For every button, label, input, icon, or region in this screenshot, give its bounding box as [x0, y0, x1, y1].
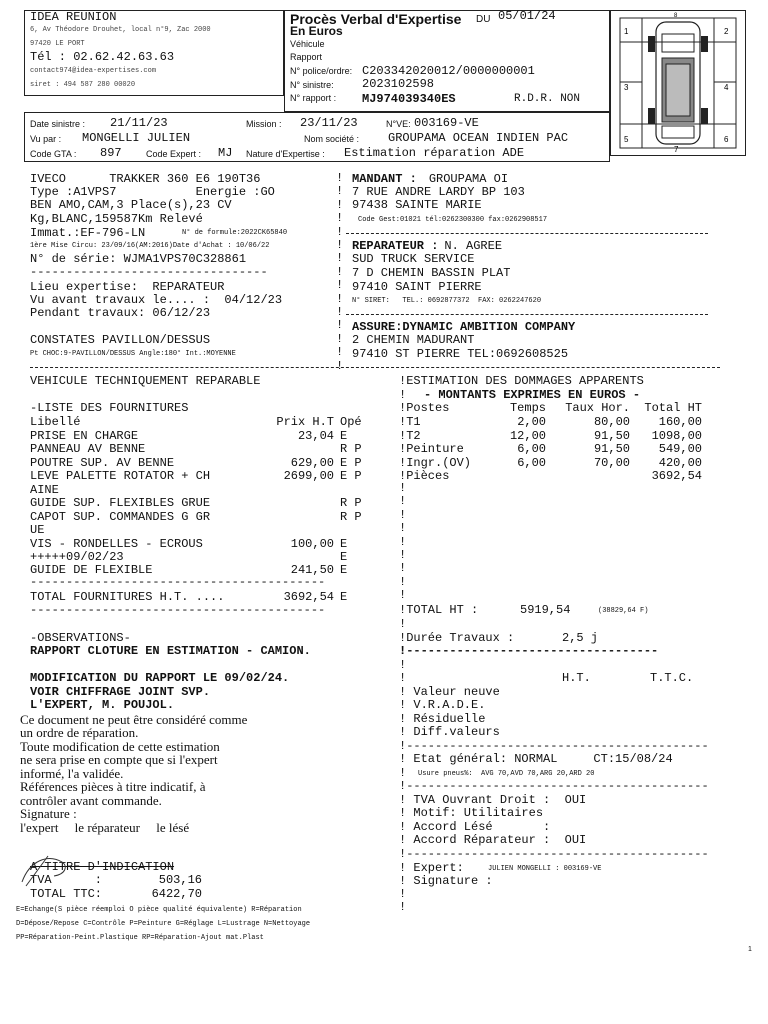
expert-name: JULIEN MONGELLI : 003169-VE	[488, 865, 602, 873]
zone-5-label: 5	[624, 135, 629, 144]
vehicle-immat: Immat.:EF-796-LN	[30, 226, 146, 240]
total-ht: 5919,54	[520, 603, 571, 617]
estimation-poste: !T1	[399, 415, 421, 429]
vehicle-first-circulation: 1ère Mise Circu: 23/09/16(AM:2016)Date d'Achat : 10/06/22	[30, 242, 270, 250]
tva-amount: 503,16	[158, 873, 202, 887]
legend-line-3: PP=Réparation-Peint.Plastique RP=Réparation-Ajout mat.Plast	[16, 934, 264, 942]
vehicle-serial: N° de série: WJMA1VPS70C328861	[30, 252, 247, 266]
police-number: C203342020012/0000000001	[362, 64, 535, 78]
estimation-total: 420,00	[658, 456, 702, 470]
rapport-number-label: N° rapport :	[290, 93, 337, 103]
zone-8-label: 8	[674, 13, 678, 19]
reparateur-separator	[346, 314, 708, 315]
estimation-blank-bangs: ! ! ! ! ! ! ! ! !	[399, 481, 407, 603]
spacer-bang-1: !	[399, 617, 407, 631]
mission-label: Mission :	[246, 119, 282, 129]
vehicule-label: Véhicule	[290, 39, 325, 49]
observation-modification: MODIFICATION DU RAPPORT LE 09/02/24.	[30, 671, 290, 685]
vehicle-formule: N° de formule:2022CK65840	[182, 229, 288, 237]
rapport-number: MJ974039340ES	[362, 92, 456, 106]
nve-number: 003169-VE	[414, 116, 479, 130]
mandant-address-2: 97438 SAINTE MARIE	[352, 198, 482, 212]
zone-6-label: 6	[724, 135, 729, 144]
valeur-vrade: ! V.R.A.D.E.	[399, 698, 486, 712]
estimation-header-taux: Taux Hor.	[565, 401, 630, 415]
estimation-bold-separator: !-----------------------------------	[399, 644, 659, 658]
company-tel: Tél : 02.62.42.63.63	[30, 50, 175, 64]
pendant-travaux: Pendant travaux: 06/12/23	[30, 306, 211, 320]
fourniture-ope: E	[340, 429, 348, 443]
estimation-subtitle: - MONTANTS EXPRIMES EN EUROS -	[424, 388, 641, 402]
company-siret: siret : 494 587 280 00020	[30, 81, 136, 89]
disclaimer-line: un ordre de réparation.	[20, 725, 139, 740]
fourniture-libelle: CAPOT SUP. COMMANDES G GR	[30, 510, 211, 524]
fourniture-ope: E	[340, 550, 348, 564]
code-gta-label: Code GTA :	[30, 149, 77, 159]
vu-par-label: Vu par :	[30, 134, 62, 144]
document-date: 05/01/24	[498, 9, 556, 23]
ttc-amount: 6422,70	[151, 887, 202, 901]
etat-general: ! Etat général: NORMAL CT:15/08/24	[399, 752, 673, 766]
fournitures-total-ope: E	[340, 590, 348, 604]
estimation-taux: 91,50	[593, 442, 630, 456]
zone-1-label: 1	[624, 27, 629, 36]
vehicle-body: BEN AMO,CAM,3 Place(s),23 CV	[30, 198, 232, 212]
company-email: contact974@idea-expertises.com	[30, 67, 157, 75]
currency-label: En Euros	[290, 24, 343, 38]
spacer-bang-4: !	[399, 766, 407, 780]
nve-label: N°VE:	[386, 119, 411, 129]
ttc-amount-label: TOTAL TTC:	[30, 887, 103, 901]
estimation-header-temps: Temps	[509, 401, 546, 415]
zone-3-label: 3	[624, 83, 629, 92]
disclaimer-line: Signature :	[20, 806, 77, 821]
disclaimer-line: Ce document ne peut être considéré comme	[20, 712, 248, 727]
disclaimer-line: informé, l'a validée.	[20, 766, 124, 781]
estimation-temps: 2,00	[517, 415, 546, 429]
fournitures-total-label: TOTAL FOURNITURES H.T. ....	[30, 590, 225, 604]
valeur-residuelle: ! Résiduelle	[399, 712, 486, 726]
code-expert-label: Code Expert :	[146, 149, 202, 159]
vehicle-separator: ---------------------------------	[30, 265, 268, 279]
vehicle-damage-diagram	[612, 12, 744, 154]
assure-address-2: 97410 ST PIERRE TEL:0692608525	[352, 347, 569, 361]
estimation-taux: 70,00	[593, 456, 630, 470]
disclaimer-line: l'expert le réparateur le lésé	[20, 820, 190, 835]
assure: ASSURE:DYNAMIC AMBITION COMPANY	[352, 320, 576, 334]
fourniture-prix: 629,00	[290, 456, 334, 470]
lieu-expertise: Lieu expertise: REPARATEUR	[30, 280, 225, 294]
estimation-bang: !	[399, 388, 407, 402]
reparable-status: VEHICULE TECHNIQUEMENT REPARABLE	[30, 374, 261, 388]
fourniture-ope: E P	[340, 456, 362, 470]
legend-line-1: E=Echange(S pièce réemploi O pièce qualité équivalente) R=Réparation	[16, 906, 302, 914]
valeur-neuve: ! Valeur neuve	[399, 685, 500, 699]
rapport-label: Rapport	[290, 52, 323, 62]
rdr-status: R.D.R. NON	[514, 93, 581, 105]
nature-label: Nature d'Expertise :	[246, 149, 325, 159]
company-address-1: 6, Av Théodore Drouhet, local n°9, Zac 2000	[30, 26, 211, 34]
estimation-poste: !Ingr.(OV)	[399, 456, 472, 470]
total-ht-francs: (38829,64 F)	[598, 607, 649, 615]
fourniture-ope: R P	[340, 496, 362, 510]
duree-travaux: 2,5 j	[562, 631, 599, 645]
observations-title: -OBSERVATIONS-	[30, 631, 131, 645]
sinistre-label: N° sinistre:	[290, 80, 334, 90]
motif: ! Motif: Utilitaires	[399, 806, 544, 820]
estimation-poste: !T2	[399, 429, 421, 443]
fournitures-header-libelle: Libellé	[30, 415, 81, 429]
fourniture-libelle: PRISE EN CHARGE	[30, 429, 139, 443]
fourniture-libelle: PANNEAU AV BENNE	[30, 442, 146, 456]
societe-label: Nom société :	[304, 134, 360, 144]
fournitures-separator-2: -----------------------------------------	[30, 603, 326, 617]
reparateur-name: SUD TRUCK SERVICE	[352, 252, 475, 266]
fourniture-ope: E	[340, 563, 348, 577]
fourniture-libelle: VIS - RONDELLES - ECROUS	[30, 537, 203, 551]
date-sinistre-label: Date sinistre :	[30, 119, 86, 129]
estimation-separator-1: !------------------------------------------	[399, 739, 709, 753]
spacer-bang-5: ! !	[399, 887, 407, 915]
fourniture-libelle: UE	[30, 523, 45, 537]
expert-label: ! Expert:	[399, 861, 464, 875]
fourniture-prix: 241,50	[290, 563, 334, 577]
fournitures-separator: -----------------------------------------	[30, 575, 326, 589]
disclaimer-line: ne sera prise en compte que si l'expert	[20, 752, 218, 767]
col-ht-header: H.T.	[562, 671, 591, 685]
fournitures-header-ope: Opé	[340, 415, 362, 429]
legend-line-2: D=Dépose/Repose C=Contrôle P=Peinture G=Réglage L=Lustrage N=Nettoyage	[16, 920, 311, 928]
estimation-poste: !Peinture	[399, 442, 464, 456]
code-expert: MJ	[218, 146, 233, 160]
total-ht-label: !TOTAL HT :	[399, 603, 479, 617]
zone-2-label: 2	[724, 27, 729, 36]
mandant: MANDANT : GROUPAMA OI	[352, 172, 509, 186]
fourniture-ope: E P	[340, 469, 362, 483]
vu-avant-travaux: Vu avant travaux le.... : 04/12/23	[30, 293, 283, 307]
estimation-total: 549,00	[658, 442, 702, 456]
nature-expertise: Estimation réparation ADE	[344, 146, 525, 160]
police-label: N° police/ordre:	[290, 66, 353, 76]
vehicle-weight-color: Kg,BLANC,159587Km Relevé	[30, 212, 203, 226]
fourniture-libelle: GUIDE SUP. FLEXIBLES GRUE	[30, 496, 211, 510]
mandant-separator	[346, 233, 708, 234]
accord-reparateur: ! Accord Réparateur : OUI	[399, 833, 587, 847]
accord-lese: ! Accord Lésé :	[399, 820, 551, 834]
fourniture-libelle: AINE	[30, 483, 59, 497]
parties-separator-column: ! ! ! ! ! ! ! ! ! ! ! ! ! ! !	[336, 171, 344, 373]
fourniture-prix: 100,00	[290, 537, 334, 551]
date-sinistre: 21/11/23	[110, 116, 168, 130]
reparateur-address-2: 97410 SAINT PIERRE	[352, 280, 482, 294]
reparateur: REPARATEUR : N. AGREE	[352, 239, 503, 253]
fourniture-libelle: +++++09/02/23	[30, 550, 124, 564]
point-choc: Pt CHOC:9-PAVILLON/DESSUS Angle:180° Int.:MOYENNE	[30, 350, 236, 358]
fourniture-libelle: LEVE PALETTE ROTATOR + CH	[30, 469, 211, 483]
estimation-temps: 12,00	[509, 429, 546, 443]
disclaimer-line: Toute modification de cette estimation	[20, 739, 220, 754]
observation-cloture: RAPPORT CLOTURE EN ESTIMATION - CAMION.	[30, 644, 311, 658]
zone-7-label: 7	[674, 145, 679, 154]
estimation-temps: 6,00	[517, 442, 546, 456]
fournitures-header-prix: Prix H.T	[276, 415, 334, 429]
observation-chiffrage: VOIR CHIFFRAGE JOINT SVP.	[30, 685, 211, 699]
date-du-label: DU	[476, 14, 491, 25]
estimation-separator-2: !------------------------------------------	[399, 779, 709, 793]
fourniture-prix: 23,04	[297, 429, 334, 443]
estimation-total: 1098,00	[651, 429, 702, 443]
fourniture-libelle: POUTRE SUP. AV BENNE	[30, 456, 175, 470]
handwritten-mark	[18, 852, 72, 892]
fourniture-ope: R P	[340, 442, 362, 456]
duree-label: !Durée Travaux :	[399, 631, 515, 645]
company-name: IDEA REUNION	[30, 10, 117, 24]
estimation-taux: 91,50	[593, 429, 630, 443]
vehicle-type-energy: Type :A1VPS7 Energie :GO	[30, 185, 275, 199]
valeur-diff: ! Diff.valeurs	[399, 725, 500, 739]
assure-address-1: 2 CHEMIN MADURANT	[352, 333, 475, 347]
signature-label: ! Signature :	[399, 874, 493, 888]
societe-name: GROUPAMA OCEAN INDIEN PAC	[388, 131, 569, 145]
fourniture-libelle: GUIDE DE FLEXIBLE	[30, 563, 153, 577]
disclaimer-line: contrôler avant commande.	[20, 793, 162, 808]
estimation-header-postes: !Postes	[399, 401, 450, 415]
zone-4-label: 4	[724, 83, 729, 92]
spacer-bang-2: !	[399, 658, 407, 672]
fourniture-ope: E	[340, 537, 348, 551]
page-number: 1	[748, 946, 752, 953]
vu-par: MONGELLI JULIEN	[82, 131, 191, 145]
usure-pneus: Usure pneus%: AVG 70,AVD 70,ARG 20,ARD 20	[418, 770, 595, 778]
sinistre-number: 2023102598	[362, 77, 435, 91]
company-address-2: 97420 LE PORT	[30, 40, 85, 48]
code-gta: 897	[100, 146, 122, 160]
mandant-codes: Code Gest:01021 tél:0262300300 fax:0262908517	[358, 216, 548, 224]
estimation-total: 3692,54	[651, 469, 702, 483]
constates: CONSTATES PAVILLON/DESSUS	[30, 333, 211, 347]
reparateur-siret: N° SIRET: TEL.: 0692877372 FAX: 0262247620	[352, 297, 542, 305]
section-separator-top	[30, 367, 720, 368]
estimation-total: 160,00	[658, 415, 702, 429]
reparateur-address-1: 7 D CHEMIN BASSIN PLAT	[352, 266, 511, 280]
estimation-taux: 80,00	[593, 415, 630, 429]
estimation-poste: !Pièces	[399, 469, 450, 483]
indication-title: A TITRE D'INDICATION	[30, 860, 175, 874]
spacer-bang-3: !	[399, 671, 407, 685]
vehicle-make-model: IVECO TRAKKER 360 E6 190T36	[30, 172, 261, 186]
fourniture-ope: R P	[340, 510, 362, 524]
estimation-header-total: Total HT	[644, 401, 702, 415]
mandant-address-1: 7 RUE ANDRE LARDY BP 103	[352, 185, 525, 199]
col-ttc-header: T.T.C.	[650, 671, 694, 685]
tva-amount-label: TVA :	[30, 873, 103, 887]
document-title: Procès Verbal d'Expertise	[290, 11, 462, 27]
tva-ouvrant-droit: ! TVA Ouvrant Droit : OUI	[399, 793, 587, 807]
estimation-separator-3: !------------------------------------------	[399, 847, 709, 861]
mission-date: 23/11/23	[300, 116, 358, 130]
fournitures-title: -LISTE DES FOURNITURES	[30, 401, 189, 415]
estimation-temps: 6,00	[517, 456, 546, 470]
fournitures-total: 3692,54	[283, 590, 334, 604]
estimation-title: !ESTIMATION DES DOMMAGES APPARENTS	[399, 374, 644, 388]
fourniture-prix: 2699,00	[283, 469, 334, 483]
observation-expert: L'EXPERT, M. POUJOL.	[30, 698, 175, 712]
disclaimer-line: Références pièces à titre indicatif, à	[20, 779, 206, 794]
